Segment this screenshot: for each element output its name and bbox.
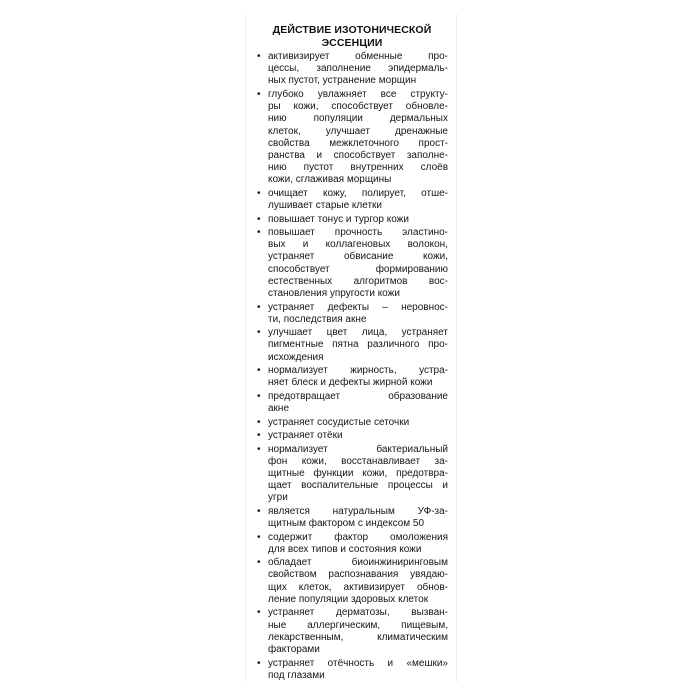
list-item-line: няет блеск и дефекты жирной кожи (268, 377, 433, 389)
list-item-line: • обладает биоинжиниринговым (268, 557, 448, 569)
list-item-line: • глубоко увлажняет все структу- (268, 88, 448, 100)
list-item (256, 327, 448, 364)
list-item-line: цессы, заполнение эпидермаль- (268, 63, 448, 75)
list-item (256, 227, 448, 300)
list-item-line: исхождения (268, 351, 324, 363)
list-item-line: лушивает старые клетки (268, 200, 383, 212)
list-item-line: • повышает тонус и тургор кожи (268, 213, 409, 225)
list-item-line: ранства и способствует заполне- (268, 149, 448, 161)
list-item (256, 89, 448, 187)
list-item-line: вых и коллагеновых волокон, (268, 239, 448, 251)
title-line-2: ЭССЕНЦИИ (321, 36, 383, 49)
list-item-line: лекарственным, климатическим (268, 631, 448, 643)
list-item-line: фон кожи, восстанавливает за- (268, 455, 448, 467)
list-item-line: устраняет обвисание кожи, (268, 251, 448, 263)
list-item-line: • устраняет дефекты – неровнос- (268, 301, 448, 313)
list-item-line: щает воспалительные процессы и (268, 480, 448, 492)
list-item-line: • устраняет сосудистые сеточки (268, 416, 410, 428)
list-item (256, 607, 448, 656)
title-line-1: ДЕЙСТВИЕ ИЗОТОНИЧЕСКОЙ (272, 24, 432, 36)
list-item-line: ление популяции здоровых клеток (268, 593, 429, 605)
list-item-line: нию популяции дермальных (268, 113, 448, 125)
list-item-line: факторами (268, 644, 320, 655)
list-item-line: • улучшает цвет лица, устраняет (268, 327, 448, 339)
product-insert-card (245, 14, 457, 682)
list-item-line: • очищает кожу, полирует, отше- (268, 187, 448, 199)
list-item-line: • предотвращает образование (268, 390, 448, 402)
list-item (256, 557, 448, 606)
list-item-line: • является натуральным УФ-за- (268, 505, 448, 517)
list-item-line: • нормализует жирность, устра- (268, 365, 448, 377)
list-item-line: пигментные пятна различного про- (268, 339, 448, 351)
list-item-line: становления упругости кожи (268, 288, 400, 300)
list-item-line: • устраняет дерматозы, вызван- (268, 607, 448, 619)
list-item (256, 658, 448, 682)
list-item (256, 506, 448, 530)
list-item (256, 430, 448, 442)
list-item-line: под глазами (268, 669, 325, 681)
list-item-line: свойством распознавания увядаю- (268, 569, 448, 581)
list-item-line: • устраняет отёчность и «мешки» (268, 657, 448, 669)
list-item-line: • повышает прочность эластино- (268, 227, 448, 239)
list-item-line: ных пустот, устранение морщин (268, 75, 417, 87)
list-item-line: щитным фактором с индексом 50 (268, 518, 425, 530)
list-item (256, 532, 448, 556)
list-item-line: ры кожи, способствует обновле- (268, 101, 448, 113)
list-item-line: ные аллергическим, пищевым, (268, 619, 448, 631)
benefits-list (256, 51, 448, 682)
list-item-line: • содержит фактор омоложения (268, 531, 448, 543)
list-item-line: щитные функции кожи, предотвра- (268, 467, 448, 479)
list-item (256, 302, 448, 326)
list-item-line: • нормализует бактериальный (268, 443, 448, 455)
list-item (256, 214, 448, 226)
list-item-line: нию пустот внутренних слоёв (268, 162, 448, 174)
list-item-line: акне (268, 403, 290, 415)
list-item-line: для всех типов и состояния кожи (268, 543, 422, 555)
list-item-line: • активизирует обменные про- (268, 51, 448, 62)
list-item (256, 444, 448, 505)
list-item-line: щих клеток, активизирует обнов- (268, 581, 448, 593)
list-item-line: ти, последствия акне (268, 313, 367, 325)
list-item-line: кожи, сглаживая морщины (268, 174, 392, 186)
list-item (256, 365, 448, 389)
list-item-line: угри (268, 492, 288, 504)
list-item (256, 417, 448, 429)
list-item (256, 391, 448, 415)
list-item-line: клеток, улучшает дренажные (268, 125, 448, 137)
list-item (256, 188, 448, 212)
list-item-line: способствует формированию (268, 263, 448, 275)
list-item-line: свойства межклеточного прост- (268, 137, 448, 149)
list-item-line: • устраняет отёки (268, 430, 343, 442)
list-item-line: естественных алгоритмов вос- (268, 275, 448, 287)
section-title (256, 24, 448, 49)
list-item (256, 51, 448, 88)
